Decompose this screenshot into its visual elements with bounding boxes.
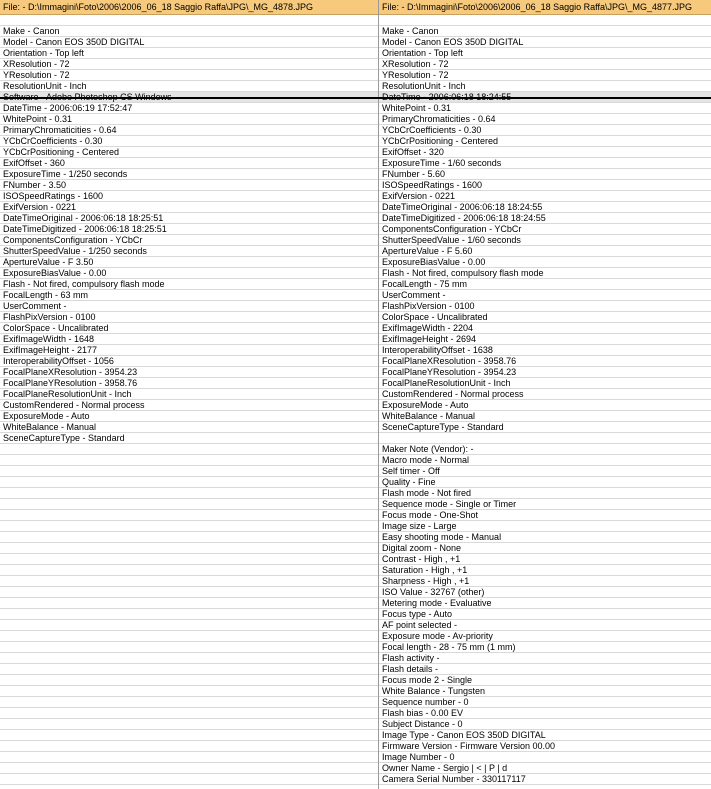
table-row[interactable]: ApertureValue - F 3.50 xyxy=(0,257,378,268)
table-row[interactable]: FocalPlaneXResolution - 3958.76 xyxy=(379,356,711,367)
table-row[interactable]: Flash details - xyxy=(379,664,711,675)
table-row[interactable]: Image Type - Canon EOS 350D DIGITAL xyxy=(379,730,711,741)
table-row[interactable]: Model - Canon EOS 350D DIGITAL xyxy=(0,37,378,48)
table-row[interactable]: ExposureTime - 1/250 seconds xyxy=(0,169,378,180)
table-row[interactable]: ResolutionUnit - Inch xyxy=(0,81,378,92)
table-row[interactable]: ColorSpace - Uncalibrated xyxy=(379,312,711,323)
table-row[interactable]: CustomRendered - Normal process xyxy=(379,389,711,400)
table-row[interactable]: ApertureValue - F 5.60 xyxy=(379,246,711,257)
table-row[interactable]: Digital zoom - None xyxy=(379,543,711,554)
table-row[interactable] xyxy=(0,675,378,686)
table-row[interactable] xyxy=(0,488,378,499)
table-row[interactable] xyxy=(0,785,378,789)
table-row[interactable]: Focus type - Auto xyxy=(379,609,711,620)
table-row[interactable] xyxy=(0,774,378,785)
table-row[interactable]: DateTimeDigitized - 2006:06:18 18:24:55 xyxy=(379,213,711,224)
table-row[interactable]: Orientation - Top left xyxy=(379,48,711,59)
table-row[interactable]: Maker Note (Vendor): - xyxy=(379,444,711,455)
table-row[interactable] xyxy=(0,653,378,664)
table-row[interactable]: FNumber - 5.60 xyxy=(379,169,711,180)
table-row[interactable] xyxy=(0,565,378,576)
table-row[interactable]: FocalPlaneResolutionUnit - Inch xyxy=(379,378,711,389)
table-row[interactable]: CustomRendered - Normal process xyxy=(0,400,378,411)
table-row[interactable]: ExposureMode - Auto xyxy=(379,400,711,411)
table-row[interactable]: Self timer - Off xyxy=(379,466,711,477)
table-row[interactable]: Macro mode - Normal xyxy=(379,455,711,466)
table-row[interactable]: ResolutionUnit - Inch xyxy=(379,81,711,92)
table-row[interactable]: ExifOffset - 320 xyxy=(379,147,711,158)
table-row[interactable]: YCbCrCoefficients - 0.30 xyxy=(379,125,711,136)
table-row[interactable] xyxy=(0,664,378,675)
table-row[interactable] xyxy=(0,576,378,587)
table-row[interactable]: FlashPixVersion - 0100 xyxy=(379,301,711,312)
table-row[interactable]: Image Number - 0 xyxy=(379,752,711,763)
table-row[interactable]: ISOSpeedRatings - 1600 xyxy=(379,180,711,191)
table-row[interactable] xyxy=(0,708,378,719)
table-row[interactable]: ExifImageHeight - 2177 xyxy=(0,345,378,356)
table-row[interactable]: FocalLength - 75 mm xyxy=(379,279,711,290)
right-file-header[interactable]: File: - D:\Immagini\Foto\2006\2006_06_18 Saggio Raffa\JPG\_MG_4877.JPG xyxy=(379,0,711,15)
table-row[interactable] xyxy=(0,477,378,488)
table-row[interactable]: DateTime - 2006:06:19 17:52:47 xyxy=(0,103,378,114)
table-row[interactable]: Sharpness - High , +1 xyxy=(379,576,711,587)
table-row[interactable]: Easy shooting mode - Manual xyxy=(379,532,711,543)
table-row[interactable]: DateTimeOriginal - 2006:06:18 18:24:55 xyxy=(379,202,711,213)
table-row[interactable]: Camera Serial Number - 330117117 xyxy=(379,774,711,785)
table-row[interactable]: SceneCaptureType - Standard xyxy=(0,433,378,444)
table-row[interactable] xyxy=(0,730,378,741)
table-row[interactable] xyxy=(0,499,378,510)
table-row[interactable] xyxy=(0,455,378,466)
table-row[interactable]: XResolution - 72 xyxy=(379,59,711,70)
table-row[interactable]: WhiteBalance - Manual xyxy=(379,411,711,422)
table-row[interactable] xyxy=(0,15,378,26)
table-row[interactable]: Quality - Fine xyxy=(379,477,711,488)
table-row[interactable]: FNumber - 3.50 xyxy=(0,180,378,191)
table-row[interactable] xyxy=(0,532,378,543)
table-row[interactable]: WhiteBalance - Manual xyxy=(0,422,378,433)
table-row[interactable]: YCbCrPositioning - Centered xyxy=(0,147,378,158)
table-row[interactable]: FocalPlaneXResolution - 3954.23 xyxy=(0,367,378,378)
table-row[interactable]: White Balance - Tungsten xyxy=(379,686,711,697)
table-row[interactable] xyxy=(0,554,378,565)
table-row[interactable]: UserComment - xyxy=(0,301,378,312)
table-row[interactable]: ExposureMode - Auto xyxy=(0,411,378,422)
table-row[interactable]: WhitePoint - 0.31 xyxy=(0,114,378,125)
table-row[interactable] xyxy=(379,15,711,26)
right-column xyxy=(379,0,711,789)
table-row[interactable]: Make - Canon xyxy=(379,26,711,37)
table-row[interactable] xyxy=(0,521,378,532)
table-row[interactable]: FocalPlaneResolutionUnit - Inch xyxy=(0,389,378,400)
table-row[interactable]: ExposureBiasValue - 0.00 xyxy=(379,257,711,268)
table-row[interactable]: Sequence mode - Single or Timer xyxy=(379,499,711,510)
table-row[interactable]: YCbCrPositioning - Centered xyxy=(379,136,711,147)
table-row[interactable]: ExposureTime - 1/60 seconds xyxy=(379,158,711,169)
table-row[interactable]: FocalPlaneYResolution - 3958.76 xyxy=(0,378,378,389)
table-row[interactable] xyxy=(0,510,378,521)
table-row[interactable]: Image size - Large xyxy=(379,521,711,532)
table-row[interactable]: Model - Canon EOS 350D DIGITAL xyxy=(379,37,711,48)
table-row[interactable]: UserComment - xyxy=(379,290,711,301)
table-row[interactable]: Flash activity - xyxy=(379,653,711,664)
table-row[interactable]: Focus mode 2 - Single xyxy=(379,675,711,686)
table-row[interactable]: ShutterSpeedValue - 1/250 seconds xyxy=(0,246,378,257)
table-row[interactable] xyxy=(0,719,378,730)
table-row[interactable]: FlashPixVersion - 0100 xyxy=(0,312,378,323)
table-row[interactable]: AF point selected - xyxy=(379,620,711,631)
table-row[interactable]: Orientation - Top left xyxy=(0,48,378,59)
table-row[interactable]: YResolution - 72 xyxy=(0,70,378,81)
table-row[interactable] xyxy=(379,785,711,789)
table-row[interactable]: PrimaryChromaticities - 0.64 xyxy=(379,114,711,125)
table-row[interactable]: ShutterSpeedValue - 1/60 seconds xyxy=(379,235,711,246)
table-row[interactable]: Sequence number - 0 xyxy=(379,697,711,708)
table-row[interactable]: ExifImageHeight - 2694 xyxy=(379,334,711,345)
table-row[interactable]: Subject Distance - 0 xyxy=(379,719,711,730)
table-row[interactable] xyxy=(0,444,378,455)
table-row[interactable] xyxy=(0,741,378,752)
table-row[interactable] xyxy=(0,631,378,642)
table-row[interactable]: ColorSpace - Uncalibrated xyxy=(0,323,378,334)
right-rows xyxy=(379,15,711,789)
table-row[interactable]: YResolution - 72 xyxy=(379,70,711,81)
table-row[interactable]: XResolution - 72 xyxy=(0,59,378,70)
table-row[interactable]: FocalLength - 63 mm xyxy=(0,290,378,301)
table-row[interactable]: InteroperabilityOffset - 1056 xyxy=(0,356,378,367)
table-row[interactable]: DateTimeOriginal - 2006:06:18 18:25:51 xyxy=(0,213,378,224)
table-row[interactable]: SceneCaptureType - Standard xyxy=(379,422,711,433)
table-row[interactable]: ExifImageWidth - 2204 xyxy=(379,323,711,334)
table-row[interactable] xyxy=(0,609,378,620)
table-row[interactable]: ISO Value - 32767 (other) xyxy=(379,587,711,598)
table-row[interactable]: FocalPlaneYResolution - 3954.23 xyxy=(379,367,711,378)
table-row[interactable]: Flash - Not fired, compulsory flash mode xyxy=(379,268,711,279)
table-row[interactable] xyxy=(0,543,378,554)
table-row[interactable]: Metering mode - Evaluative xyxy=(379,598,711,609)
left-rows xyxy=(0,15,378,789)
table-row[interactable] xyxy=(0,598,378,609)
table-row[interactable]: InteroperabilityOffset - 1638 xyxy=(379,345,711,356)
table-row[interactable]: Flash mode - Not fired xyxy=(379,488,711,499)
table-row[interactable] xyxy=(379,433,711,444)
table-row[interactable]: YCbCrCoefficients - 0.30 xyxy=(0,136,378,147)
table-row[interactable]: ISOSpeedRatings - 1600 xyxy=(0,191,378,202)
table-row[interactable]: ExifOffset - 360 xyxy=(0,158,378,169)
table-row[interactable] xyxy=(0,587,378,598)
table-row[interactable]: ExifVersion - 0221 xyxy=(0,202,378,213)
table-row[interactable]: Saturation - High , +1 xyxy=(379,565,711,576)
table-row[interactable] xyxy=(0,752,378,763)
table-row[interactable] xyxy=(0,763,378,774)
table-row[interactable]: DateTimeDigitized - 2006:06:18 18:25:51 xyxy=(0,224,378,235)
table-row[interactable]: ComponentsConfiguration - YCbCr xyxy=(0,235,378,246)
table-row[interactable]: Flash - Not fired, compulsory flash mode xyxy=(0,279,378,290)
table-row[interactable] xyxy=(0,642,378,653)
selection-line xyxy=(0,97,711,99)
table-row[interactable]: ExifImageWidth - 1648 xyxy=(0,334,378,345)
table-row[interactable]: Focus mode - One-Shot xyxy=(379,510,711,521)
table-row[interactable]: Flash bias - 0.00 EV xyxy=(379,708,711,719)
table-row[interactable] xyxy=(0,620,378,631)
table-row[interactable] xyxy=(0,697,378,708)
table-row[interactable]: Exposure mode - Av-priority xyxy=(379,631,711,642)
table-row[interactable]: ExposureBiasValue - 0.00 xyxy=(0,268,378,279)
table-row[interactable]: Focal length - 28 - 75 mm (1 mm) xyxy=(379,642,711,653)
table-row[interactable]: WhitePoint - 0.31 xyxy=(379,103,711,114)
table-row[interactable]: Owner Name - Sergio | < | P | d xyxy=(379,763,711,774)
table-row[interactable] xyxy=(0,466,378,477)
table-row[interactable]: Firmware Version - Firmware Version 00.00 xyxy=(379,741,711,752)
table-row[interactable]: Make - Canon xyxy=(0,26,378,37)
left-file-header[interactable]: File: - D:\Immagini\Foto\2006\2006_06_18 Saggio Raffa\JPG\_MG_4878.JPG xyxy=(0,0,378,15)
table-row[interactable]: ComponentsConfiguration - YCbCr xyxy=(379,224,711,235)
table-row[interactable]: ExifVersion - 0221 xyxy=(379,191,711,202)
table-row[interactable]: PrimaryChromaticities - 0.64 xyxy=(0,125,378,136)
table-row[interactable]: Contrast - High , +1 xyxy=(379,554,711,565)
table-row[interactable] xyxy=(0,686,378,697)
